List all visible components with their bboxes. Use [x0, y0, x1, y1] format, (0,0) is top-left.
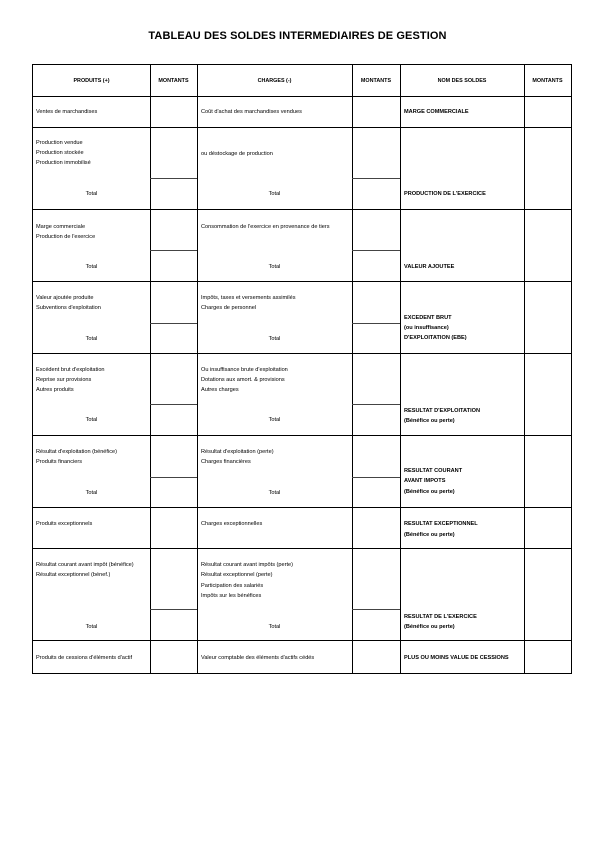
subtotal-line [150, 404, 197, 405]
page-title: TABLEAU DES SOLDES INTERMEDIAIRES DE GESTION [148, 30, 447, 42]
column-divider [197, 65, 198, 673]
solde-name: EXCEDENT BRUT [404, 315, 452, 321]
produit-label: Résultat exceptionnel (bénef.) [36, 572, 111, 578]
produit-label: Valeur ajoutée produite [36, 295, 94, 301]
row-divider [33, 435, 571, 436]
charge-label: Participation des salariés [201, 583, 264, 589]
row-divider [33, 127, 571, 128]
charge-label: Impôts, taxes et versements assimilés [201, 295, 296, 301]
total-label: Total [85, 417, 98, 423]
subtotal-line [352, 609, 400, 610]
header-nom-soldes: NOM DES SOLDES [437, 78, 487, 84]
row-divider [33, 548, 571, 549]
solde-name: RESULTAT COURANT [404, 468, 463, 474]
solde-name: RESULTAT EXCEPTIONNEL [404, 521, 478, 527]
header-montants: MONTANTS [532, 78, 563, 84]
total-label: Total [268, 417, 281, 423]
total-label: Total [268, 490, 281, 496]
produit-label: Résultat courant avant impôt (bénéfice) [36, 562, 134, 568]
charge-label: Résultat d'exploitation (perte) [201, 449, 274, 455]
total-label: Total [268, 624, 281, 630]
subtotal-line [150, 323, 197, 324]
solde-name: MARGE COMMERCIALE [404, 109, 469, 115]
subtotal-line [352, 250, 400, 251]
charge-label: Charges financières [201, 459, 251, 465]
charge-label: Résultat exceptionnel (perte) [201, 572, 273, 578]
solde-name: VALEUR AJOUTEE [404, 264, 455, 270]
produit-label: Production immobilisé [36, 160, 91, 166]
produit-label: Autres produits [36, 387, 74, 393]
solde-name: PLUS OU MOINS VALUE DE CESSIONS [404, 655, 509, 661]
produit-label: Résultat d'exploitation (bénéfice) [36, 449, 117, 455]
column-divider [400, 65, 401, 673]
subtotal-line [352, 178, 400, 179]
solde-name: D'EXPLOITATION (EBE) [404, 335, 467, 341]
subtotal-line [352, 323, 400, 324]
total-label: Total [85, 264, 98, 270]
column-divider [150, 65, 151, 673]
charge-label: Résultat courant avant impôts (perte) [201, 562, 294, 568]
solde-name: RESULTAT D'EXPLOITATION [404, 408, 481, 414]
charge-label: ou déstockage de production [201, 151, 273, 157]
charge-label: Valeur comptable des éléments d'actifs cédés [201, 655, 315, 661]
total-label: Total [268, 264, 281, 270]
header-montants: MONTANTS [158, 78, 189, 84]
subtotal-line [150, 609, 197, 610]
produit-label: Ventes de marchandises [36, 109, 98, 115]
produit-label: Produits exceptionnels [36, 521, 93, 527]
produit-label: Reprise sur provisions [36, 377, 92, 383]
solde-name: (Bénéfice ou perte) [404, 418, 455, 424]
produit-label: Excédent brut d'exploitation [36, 367, 105, 373]
column-divider [352, 65, 353, 673]
row-divider [33, 507, 571, 508]
charge-label: Impôts sur les bénéfices [201, 593, 262, 599]
row-divider [33, 353, 571, 354]
solde-name: (ou insuffisance) [404, 325, 449, 331]
charge-label: Autres charges [201, 387, 239, 393]
row-divider [33, 209, 571, 210]
row-divider [33, 640, 571, 641]
row-divider [33, 281, 571, 282]
produit-label: Subventions d'exploitation [36, 305, 101, 311]
row-divider [33, 96, 571, 97]
solde-name: (Bénéfice ou perte) [404, 532, 455, 538]
total-label: Total [268, 191, 281, 197]
charge-label: Dotations aux amort. & provisions [201, 377, 285, 383]
total-label: Total [85, 191, 98, 197]
sig-table [32, 64, 572, 674]
charge-label: Ou insuffisance brute d'exploitation [201, 367, 288, 373]
solde-name: (Bénéfice ou perte) [404, 489, 455, 495]
column-divider [524, 65, 525, 673]
header-charges: CHARGES (-) [257, 78, 292, 84]
produit-label: Marge commerciale [36, 224, 86, 230]
solde-name: AVANT IMPOTS [404, 478, 446, 484]
subtotal-line [150, 477, 197, 478]
total-label: Total [85, 336, 98, 342]
charge-label: Charges exceptionnelles [201, 521, 263, 527]
total-label: Total [85, 624, 98, 630]
solde-name: RESULTAT DE L'EXERCICE [404, 614, 477, 620]
total-label: Total [85, 490, 98, 496]
subtotal-line [150, 178, 197, 179]
charge-label: Consommation de l'exercice en provenance de tiers [201, 224, 330, 230]
subtotal-line [352, 477, 400, 478]
header-montants: MONTANTS [360, 78, 392, 84]
subtotal-line [150, 250, 197, 251]
solde-name: PRODUCTION DE L'EXERCICE [404, 191, 486, 197]
header-produits: PRODUITS (+) [73, 78, 110, 84]
produit-label: Production stockée [36, 150, 84, 156]
produit-label: Production vendue [36, 140, 83, 146]
charge-label: Charges de personnel [201, 305, 257, 311]
produit-label: Produits de cessions d'éléments d'actif [36, 655, 133, 661]
produit-label: Produits financiers [36, 459, 83, 465]
subtotal-line [352, 404, 400, 405]
solde-name: (Bénéfice ou perte) [404, 624, 455, 630]
produit-label: Production de l'exercice [36, 234, 96, 240]
charge-label: Coût d'achat des marchandises vendues [201, 109, 302, 115]
total-label: Total [268, 336, 281, 342]
